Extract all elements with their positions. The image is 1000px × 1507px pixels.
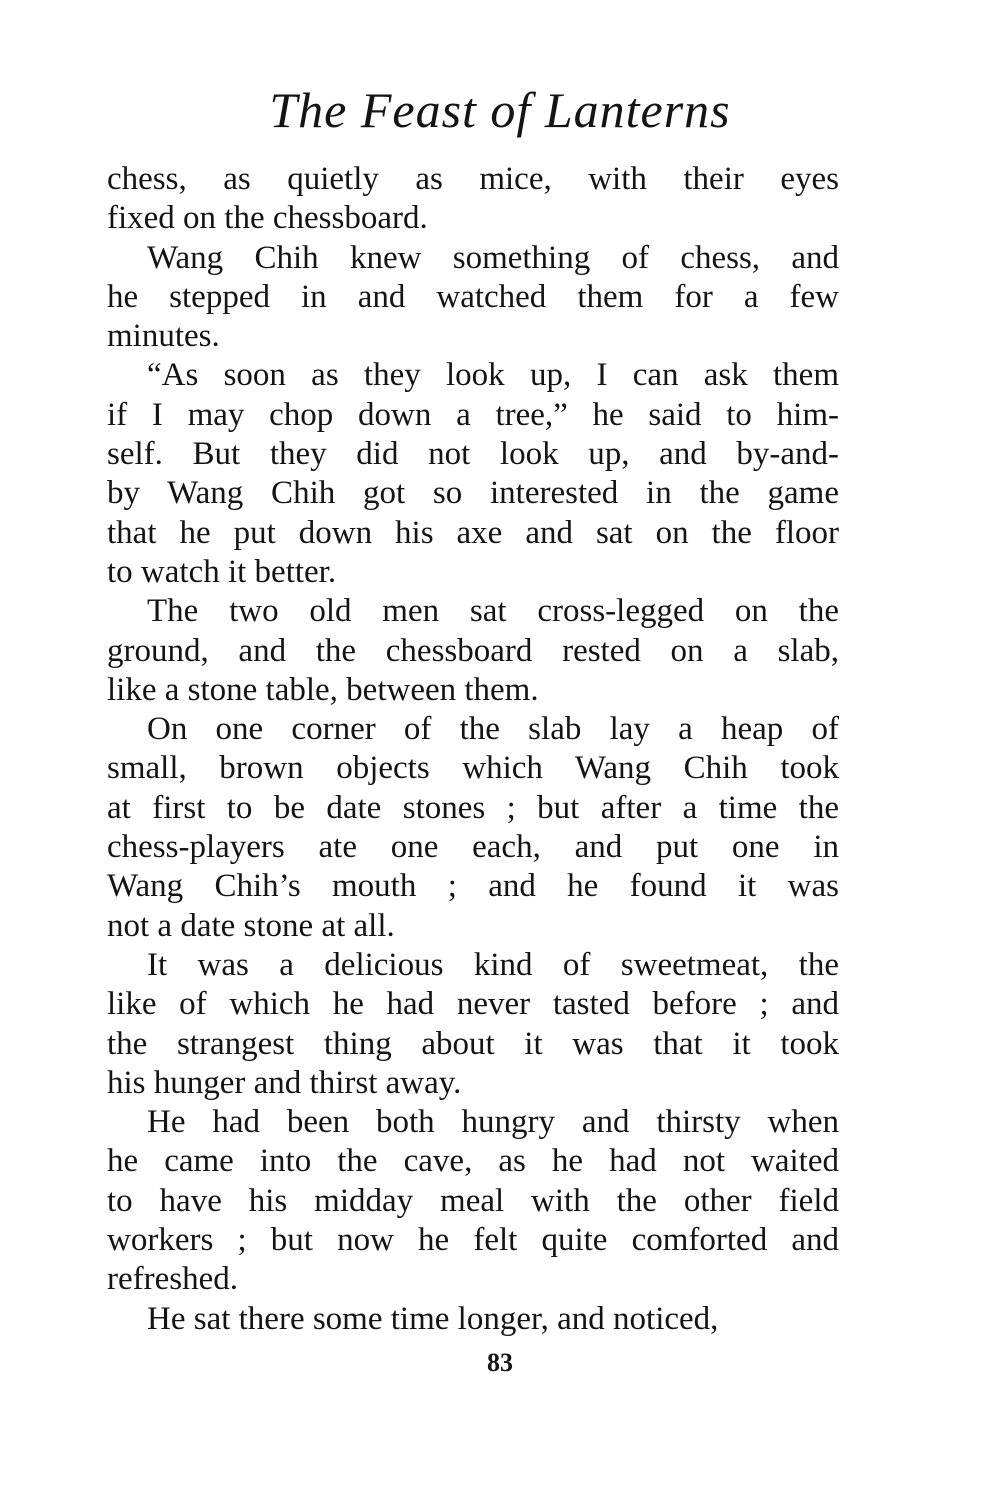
text-line: self. But they did not look up, and by-and-	[107, 436, 839, 473]
text-line: to have his midday meal with the other field	[107, 1182, 839, 1219]
text-line: small, brown objects which Wang Chih took	[107, 750, 839, 787]
text-line: not a date stone at all.	[107, 907, 395, 944]
paragraph	[107, 160, 839, 239]
text-line: chess, as quietly as mice, with their eyes	[107, 161, 839, 197]
page-number: 83	[487, 1348, 513, 1377]
text-line: if I may chop down a tree,” he said to him-	[107, 396, 839, 433]
text-line: his hunger and thirst away.	[107, 1064, 462, 1101]
paragraph	[107, 710, 839, 946]
paragraph	[107, 239, 839, 357]
text-line: the strangest thing about it was that it took	[107, 1025, 839, 1062]
body-text	[107, 160, 839, 1339]
paragraph	[107, 946, 839, 1103]
text-line: He had been both hungry and thirsty when	[147, 1104, 839, 1141]
text-line: ground, and the chessboard rested on a slab,	[107, 632, 839, 669]
text-line: Wang Chih knew something of chess, and	[147, 239, 839, 276]
paragraph	[107, 356, 839, 592]
text-line: that he put down his axe and sat on the floor	[107, 514, 839, 551]
text-line: like a stone table, between them.	[107, 671, 539, 708]
text-line: at first to be date stones ; but after a time the	[107, 789, 839, 826]
text-line: On one corner of the slab lay a heap of	[147, 711, 839, 748]
text-line: The two old men sat cross-legged on the	[147, 593, 839, 630]
running-title: The Feast of Lanterns	[269, 82, 731, 138]
text-line: to watch it better.	[107, 553, 337, 590]
paragraph	[107, 1300, 839, 1339]
text-line: minutes.	[107, 318, 220, 355]
text-line: “As soon as they look up, I can ask them	[147, 357, 839, 394]
text-line: Wang Chih’s mouth ; and he found it was	[107, 868, 839, 905]
text-line: he came into the cave, as he had not waited	[107, 1143, 839, 1180]
text-line: He sat there some time longer, and noticed,	[147, 1300, 719, 1337]
text-line: chess-players ate one each, and put one in	[107, 829, 839, 866]
text-line: fixed on the chessboard.	[107, 200, 428, 237]
text-line: It was a delicious kind of sweetmeat, the	[147, 946, 839, 983]
text-line: by Wang Chih got so interested in the game	[107, 475, 839, 512]
text-line: like of which he had never tasted before ; and	[107, 986, 839, 1023]
text-line: he stepped in and watched them for a few	[107, 278, 839, 315]
paragraph	[107, 1103, 839, 1299]
text-line: refreshed.	[107, 1261, 239, 1298]
text-line: workers ; but now he felt quite comforted and	[107, 1222, 839, 1259]
paragraph	[107, 592, 839, 710]
